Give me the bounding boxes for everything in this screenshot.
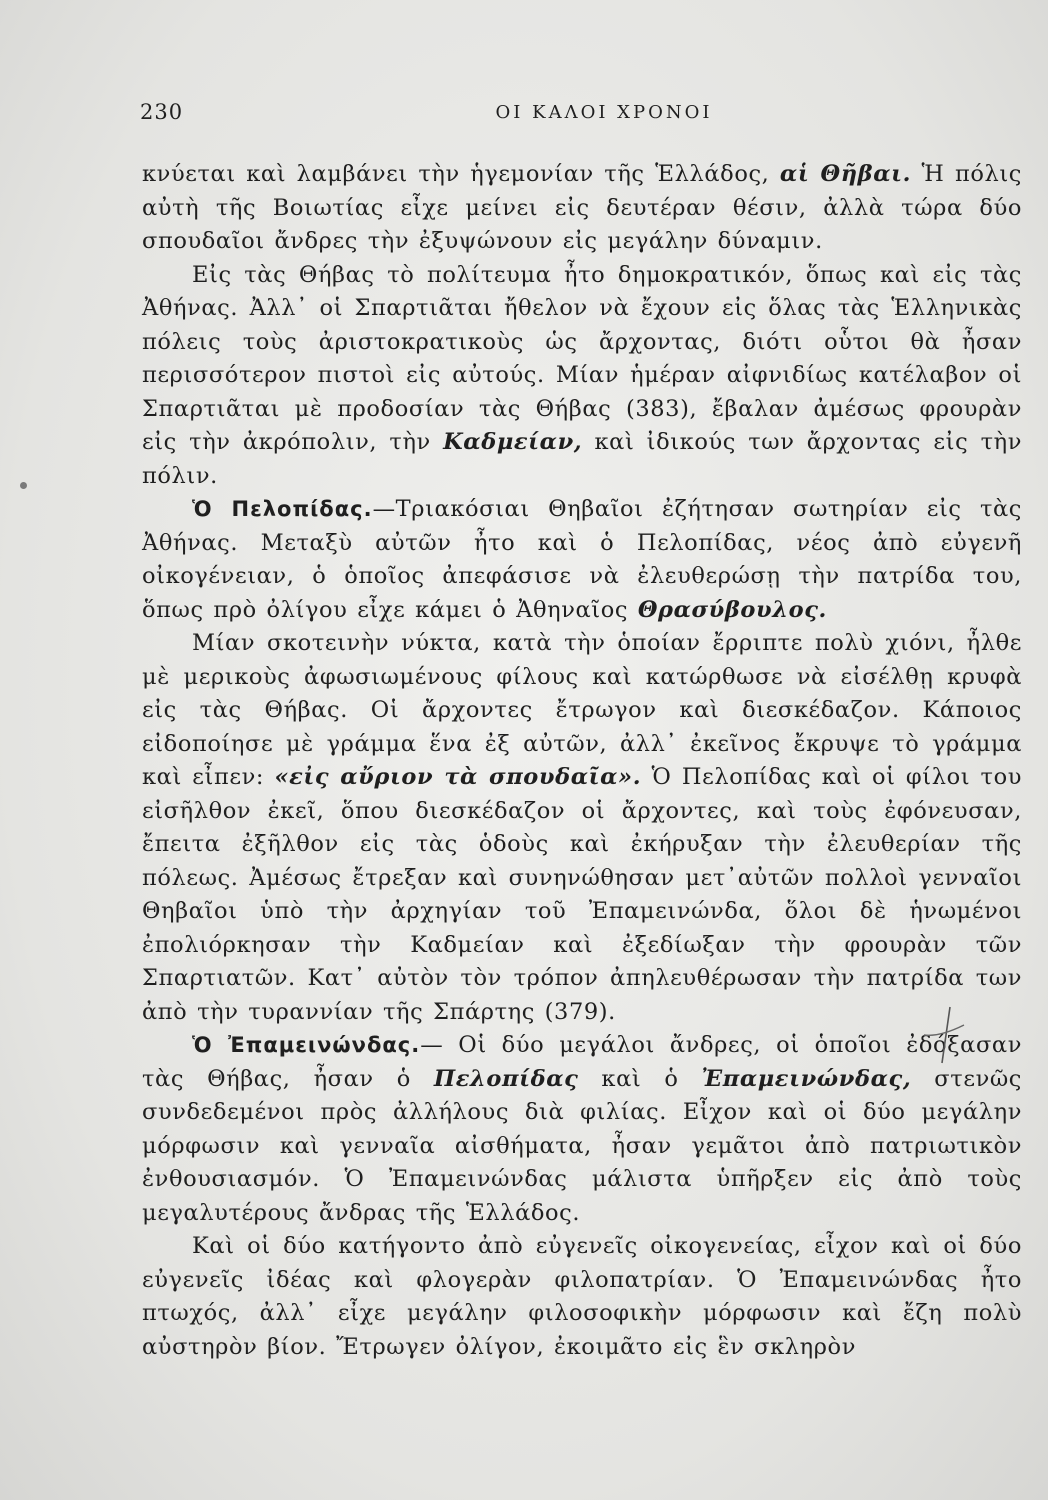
page-header — [140, 100, 1028, 130]
text-run: Εἰς τὰς Θήβας τὸ πολίτευμα ἦτο δημοκρατικόν, ὅπως καὶ εἰς τὰς Ἀθήνας. Ἀλλ᾽ οἱ Σπαρτιᾶται ἤθελον νὰ ἔχουν εἰς ὅλας τὰς Ἑλληνικὰς πόλεις τοὺς ἀριστοκρατικοὺς ὡς ἄρχοντας, διότι οὗτοι θὰ ἦσαν περισσότερον πιστοὶ εἰς αὐτούς. Μίαν ἡμέραν αἰφνιδίως κατέλαβον οἱ Σπαρτιᾶται μὲ προδοσίαν τὰς Θήβας (383), ἔβαλαν ἀμέσως φρουρὰν εἰς τὴν ἀκρόπολιν, τὴν — [142, 261, 1022, 455]
paragraph-p4 — [142, 627, 1022, 1029]
emphasized-term: «εἰς αὔριον τὰ σπουδαῖα». — [274, 764, 642, 790]
paragraph-p1 — [142, 158, 1022, 259]
text-run: καὶ ὁ — [578, 1065, 702, 1092]
text-run: — Οἱ δύο μεγάλοι ἄνδρες, οἱ ὁποῖοι ἐδόξασαν τὰς Θήβας, ἦσαν ὁ — [142, 1032, 1022, 1092]
paragraph-p2 — [142, 259, 1022, 494]
emphasized-term: αἱ Θῆβαι. — [779, 161, 912, 187]
text-run: Ὁ Πελοπίδας καὶ οἱ φίλοι του εἰσῆλθον ἐκεῖ, ὅπου διεσκέδαζον οἱ ἄρχοντες, καὶ τοὺς ἐφόνευσαν, ἔπειτα ἐξῆλθον εἰς τὰς ὁδοὺς καὶ ἐκήρυξαν τὴν ἐλευθερίαν τῆς πόλεως. Ἀμέσως ἔτρεξαν καὶ συνηνώθησαν μετ᾽αὐτῶν πολλοὶ γενναῖοι Θηβαῖοι ὑπὸ τὴν ἀρχηγίαν τοῦ Ἐπαμεινώνδα, ὅλοι δὲ ἡνωμένοι ἐπολιόρκησαν τὴν Καδμείαν καὶ ἐξεδίωξαν τὴν φρουρὰν τῶν Σπαρτιατῶν. Κατ᾽ αὐτὸν τὸν τρόπον ἀπηλευθέρωσαν τὴν πατρίδα των ἀπὸ τὴν τυραννίαν τῆς Σπάρτης (379). — [142, 764, 1022, 1025]
body-text — [142, 158, 1022, 1364]
paragraph-p3 — [142, 493, 1022, 627]
paragraph-p5 — [142, 1029, 1022, 1230]
text-run: —Τριακόσιαι Θηβαῖοι ἐζήτησαν σωτηρίαν εἰς τὰς Ἀθήνας. Μεταξὺ αὐτῶν ἦτο καὶ ὁ Πελοπίδας, νέος ἀπὸ εὐγενῆ οἰκογένειαν, ὁ ὁποῖος ἀπεφάσισε νὰ ἐλευθερώσῃ τὴν πατρίδα του, ὅπως πρὸ ὀλίγου εἶχε κάμει ὁ Ἀθηναῖος — [142, 496, 1023, 623]
text-run: Καὶ οἱ δύο κατήγοντο ἀπὸ εὐγενεῖς οἰκογενείας, εἶχον καὶ οἱ δύο εὐγενεῖς ἰδέας καὶ φλογερὰν φιλοπατρίαν. Ὁ Ἐπαμεινώνδας ἦτο πτωχός, ἀλλ᾽ εἶχε μεγάλην φιλοσοφικὴν μόρφωσιν καὶ ἔζη πολὺ αὐστηρὸν βίον. Ἔτρωγεν ὀλίγον, ἐκοιμᾶτο εἰς ἓν σκληρὸν — [142, 1233, 1022, 1360]
margin-speck — [20, 482, 27, 489]
section-heading: Ὁ Ἐπαμεινώνδας. — [192, 1033, 421, 1057]
text-run: Ἡ πόλις αὐτὴ τῆς Βοιωτίας εἶχε μείνει εἰς δευτέραν θέσιν, ἀλλὰ τώρα δύο σπουδαῖοι ἄνδρες τὴν ἐξυψώνουν εἰς μεγάλην δύναμιν. — [142, 161, 1022, 254]
emphasized-term: Πελοπίδας — [433, 1065, 579, 1092]
emphasized-term: Καδμείαν, — [443, 429, 583, 455]
section-heading: Ὁ Πελοπίδας. — [192, 497, 373, 521]
text-run: Μίαν σκοτεινὴν νύκτα, κατὰ τὴν ὁποίαν ἔρριπτε πολὺ χιόνι, ἦλθε μὲ μερικοὺς ἀφωσιωμένους φίλους καὶ κατώρθωσε νὰ εἰσέλθῃ κρυφὰ εἰς τὰς Θήβας. Οἱ ἄρχοντες ἔτρωγον καὶ διεσκέδαζον. Κάποιος εἰδοποίησε μὲ γράμμα ἕνα ἐξ αὐτῶν, ἀλλ᾽ ἐκεῖνος ἔκρυψε τὸ γράμμα καὶ εἶπεν: — [142, 630, 1022, 790]
text-run: κνύεται καὶ λαμβάνει τὴν ἡγεμονίαν τῆς Ἑλλάδος, — [142, 161, 780, 187]
running-title: ΟΙ ΚΑΛΟΙ ΧΡΟΝΟΙ — [495, 102, 713, 123]
page-number: 230 — [140, 100, 184, 124]
emphasized-term: Ἐπαμεινώνδας, — [701, 1065, 912, 1092]
text-run: στενῶς συνδεδεμένοι πρὸς ἀλλήλους διὰ φιλίας. Εἶχον καὶ οἱ δύο μεγάλην μόρφωσιν καὶ γενναῖα αἰσθήματα, ἦσαν γεμᾶτοι ἀπὸ πατριωτικὸν ἐνθουσιασμόν. Ὁ Ἐπαμεινώνδας μάλιστα ὑπῆρξεν εἰς ἀπὸ τοὺς μεγαλυτέρους ἄνδρας τῆς Ἑλλάδος. — [142, 1065, 1022, 1226]
emphasized-term: Θρασύβουλος. — [637, 596, 827, 623]
pencil-mark — [920, 1005, 970, 1065]
text-run: καὶ ἰδικούς των ἄρχοντας εἰς τὴν πόλιν. — [142, 429, 1022, 489]
paragraph-p6 — [142, 1230, 1022, 1364]
